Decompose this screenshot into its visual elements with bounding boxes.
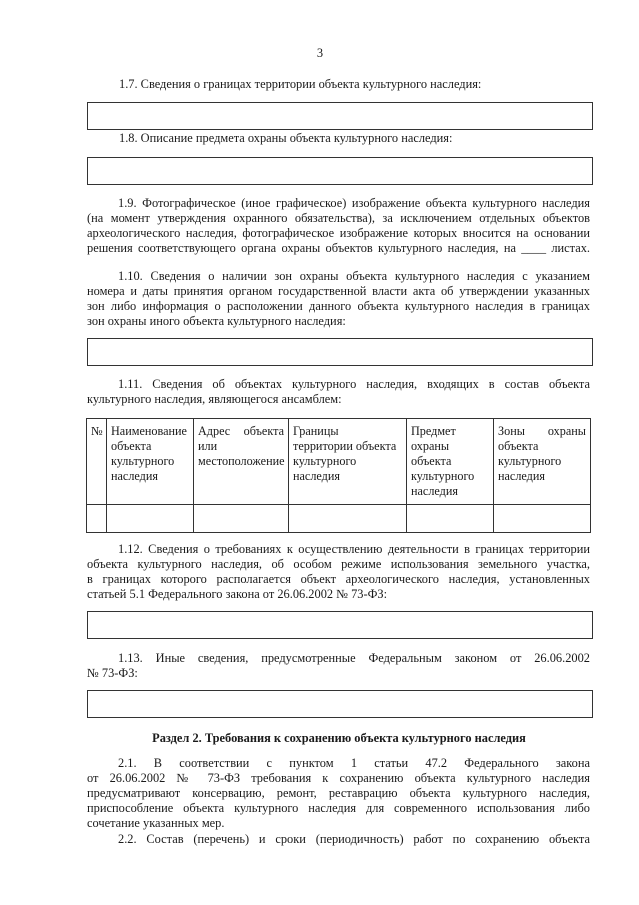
col-header-name-line: культурного (111, 454, 175, 468)
section-1-13-line-1: 1.13. Иные сведения, предусмотренные Федеральным законом от 26.06.2002 (118, 651, 590, 665)
section-1-12-line-3: в границах которого располагается объект археологического наследия, установленных (87, 572, 590, 586)
section-1-7-field[interactable] (87, 102, 593, 130)
section-2-1-line-4: приспособление объекта культурного наследия для современного использования либо (87, 801, 590, 815)
table-cell[interactable] (494, 505, 591, 533)
col-header-zones-line: объекта (498, 439, 539, 453)
section-1-12-line-4: статьей 5.1 Федерального закона от 26.06.2002 № 73-ФЗ: (87, 587, 388, 601)
section-1-10-field[interactable] (87, 338, 593, 366)
col-header-protection-line: объекта (411, 454, 452, 468)
ensemble-objects-table (86, 418, 591, 533)
section-1-8-heading: 1.8. Описание предмета охраны объекта культурного наследия: (119, 131, 453, 145)
table-cell[interactable] (194, 505, 289, 533)
table-cell[interactable] (107, 505, 194, 533)
section-1-9-line-2: (на момент утверждения охранного обязательства), за исключением отдельных объектов (87, 211, 590, 225)
col-header-boundaries-line: наследия (293, 469, 341, 483)
col-header-zones-line: Зоны охраны (498, 424, 586, 438)
table-cell[interactable] (87, 505, 107, 533)
col-header-protection-line: Предмет (411, 424, 456, 438)
section-1-12-line-1: 1.12. Сведения о требованиях к осуществлению деятельности в границах территории (118, 542, 590, 556)
col-header-boundaries-line: территории объекта (293, 439, 397, 453)
section-2-2-line-1: 2.2. Состав (перечень) и сроки (периодичность) работ по сохранению объекта (118, 832, 590, 846)
section-1-9-line-3: археологического наследия, фотографическое изображение которых вносится на основании (87, 226, 590, 240)
section-1-8-field[interactable] (87, 157, 593, 185)
col-header-number-text: № (91, 424, 103, 438)
col-header-name-line: Наименование (111, 424, 187, 438)
col-header-address-line: Адрес объекта (198, 424, 284, 438)
table-row (87, 505, 591, 533)
col-header-protection-line: культурного (411, 469, 475, 483)
section-2-title: Раздел 2. Требования к сохранению объекта культурного наследия (152, 731, 526, 745)
col-header-zones-line: наследия (498, 469, 546, 483)
section-2-1-line-5: сочетание указанных мер. (87, 816, 225, 830)
col-header-protection-subject (407, 419, 494, 505)
section-1-10-line-4: зон охраны иного объекта культурного наследия: (87, 314, 346, 328)
col-header-name-line: наследия (111, 469, 159, 483)
section-2-1-line-1: 2.1. В соответствии с пунктом 1 статьи 47.2 Федерального закона (118, 756, 590, 770)
section-2-1-line-3: предусматривают консервацию, ремонт, реставрацию объекта культурного наследия, (87, 786, 590, 800)
col-header-name-line: объекта (111, 439, 152, 453)
table-cell[interactable] (289, 505, 407, 533)
table-header-row (87, 419, 591, 505)
page-number: 3 (316, 46, 324, 60)
table-cell[interactable] (407, 505, 494, 533)
col-header-protection-line: наследия (411, 484, 459, 498)
section-1-7-heading: 1.7. Сведения о границах территории объекта культурного наследия: (119, 77, 482, 91)
section-1-9-line-1: 1.9. Фотографическое (иное графическое) изображение объекта культурного наследия (118, 196, 590, 210)
section-1-10-line-2: номера и даты принятия органом государственной власти акта об утверждении указанных (87, 284, 590, 298)
col-header-protection-line: охраны (411, 439, 450, 453)
col-header-address-line: или (198, 439, 218, 453)
section-1-10-line-3: зон либо информация о расположении данного объекта культурного наследия в границах (87, 299, 590, 313)
col-header-boundaries-line: культурного (293, 454, 357, 468)
col-header-protection-zones (494, 419, 591, 505)
section-1-13-field[interactable] (87, 690, 593, 718)
section-1-10-line-1: 1.10. Сведения о наличии зон охраны объекта культурного наследия с указанием (118, 269, 590, 283)
col-header-number (87, 419, 107, 505)
section-1-9-line-4: решения соответствующего органа охраны объектов культурного наследия, на ____ листах. (87, 241, 590, 255)
col-header-zones-line: культурного (498, 454, 562, 468)
section-1-13-line-2: № 73-ФЗ: (87, 666, 138, 680)
section-1-11-line-1: 1.11. Сведения об объектах культурного наследия, входящих в состав объекта (118, 377, 590, 391)
col-header-boundaries-line: Границы (293, 424, 339, 438)
col-header-address-line: местоположение (198, 454, 285, 468)
section-1-11-line-2: культурного наследия, являющегося ансамблем: (87, 392, 342, 406)
col-header-address (194, 419, 289, 505)
section-2-1-line-2: от 26.06.2002 № 73-ФЗ требования к сохранению объекта культурного наследия (87, 771, 590, 785)
col-header-name (107, 419, 194, 505)
section-1-12-field[interactable] (87, 611, 593, 639)
section-1-12-line-2: объекта культурного наследия, об особом режиме использования земельного участка, (87, 557, 590, 571)
col-header-boundaries (289, 419, 407, 505)
